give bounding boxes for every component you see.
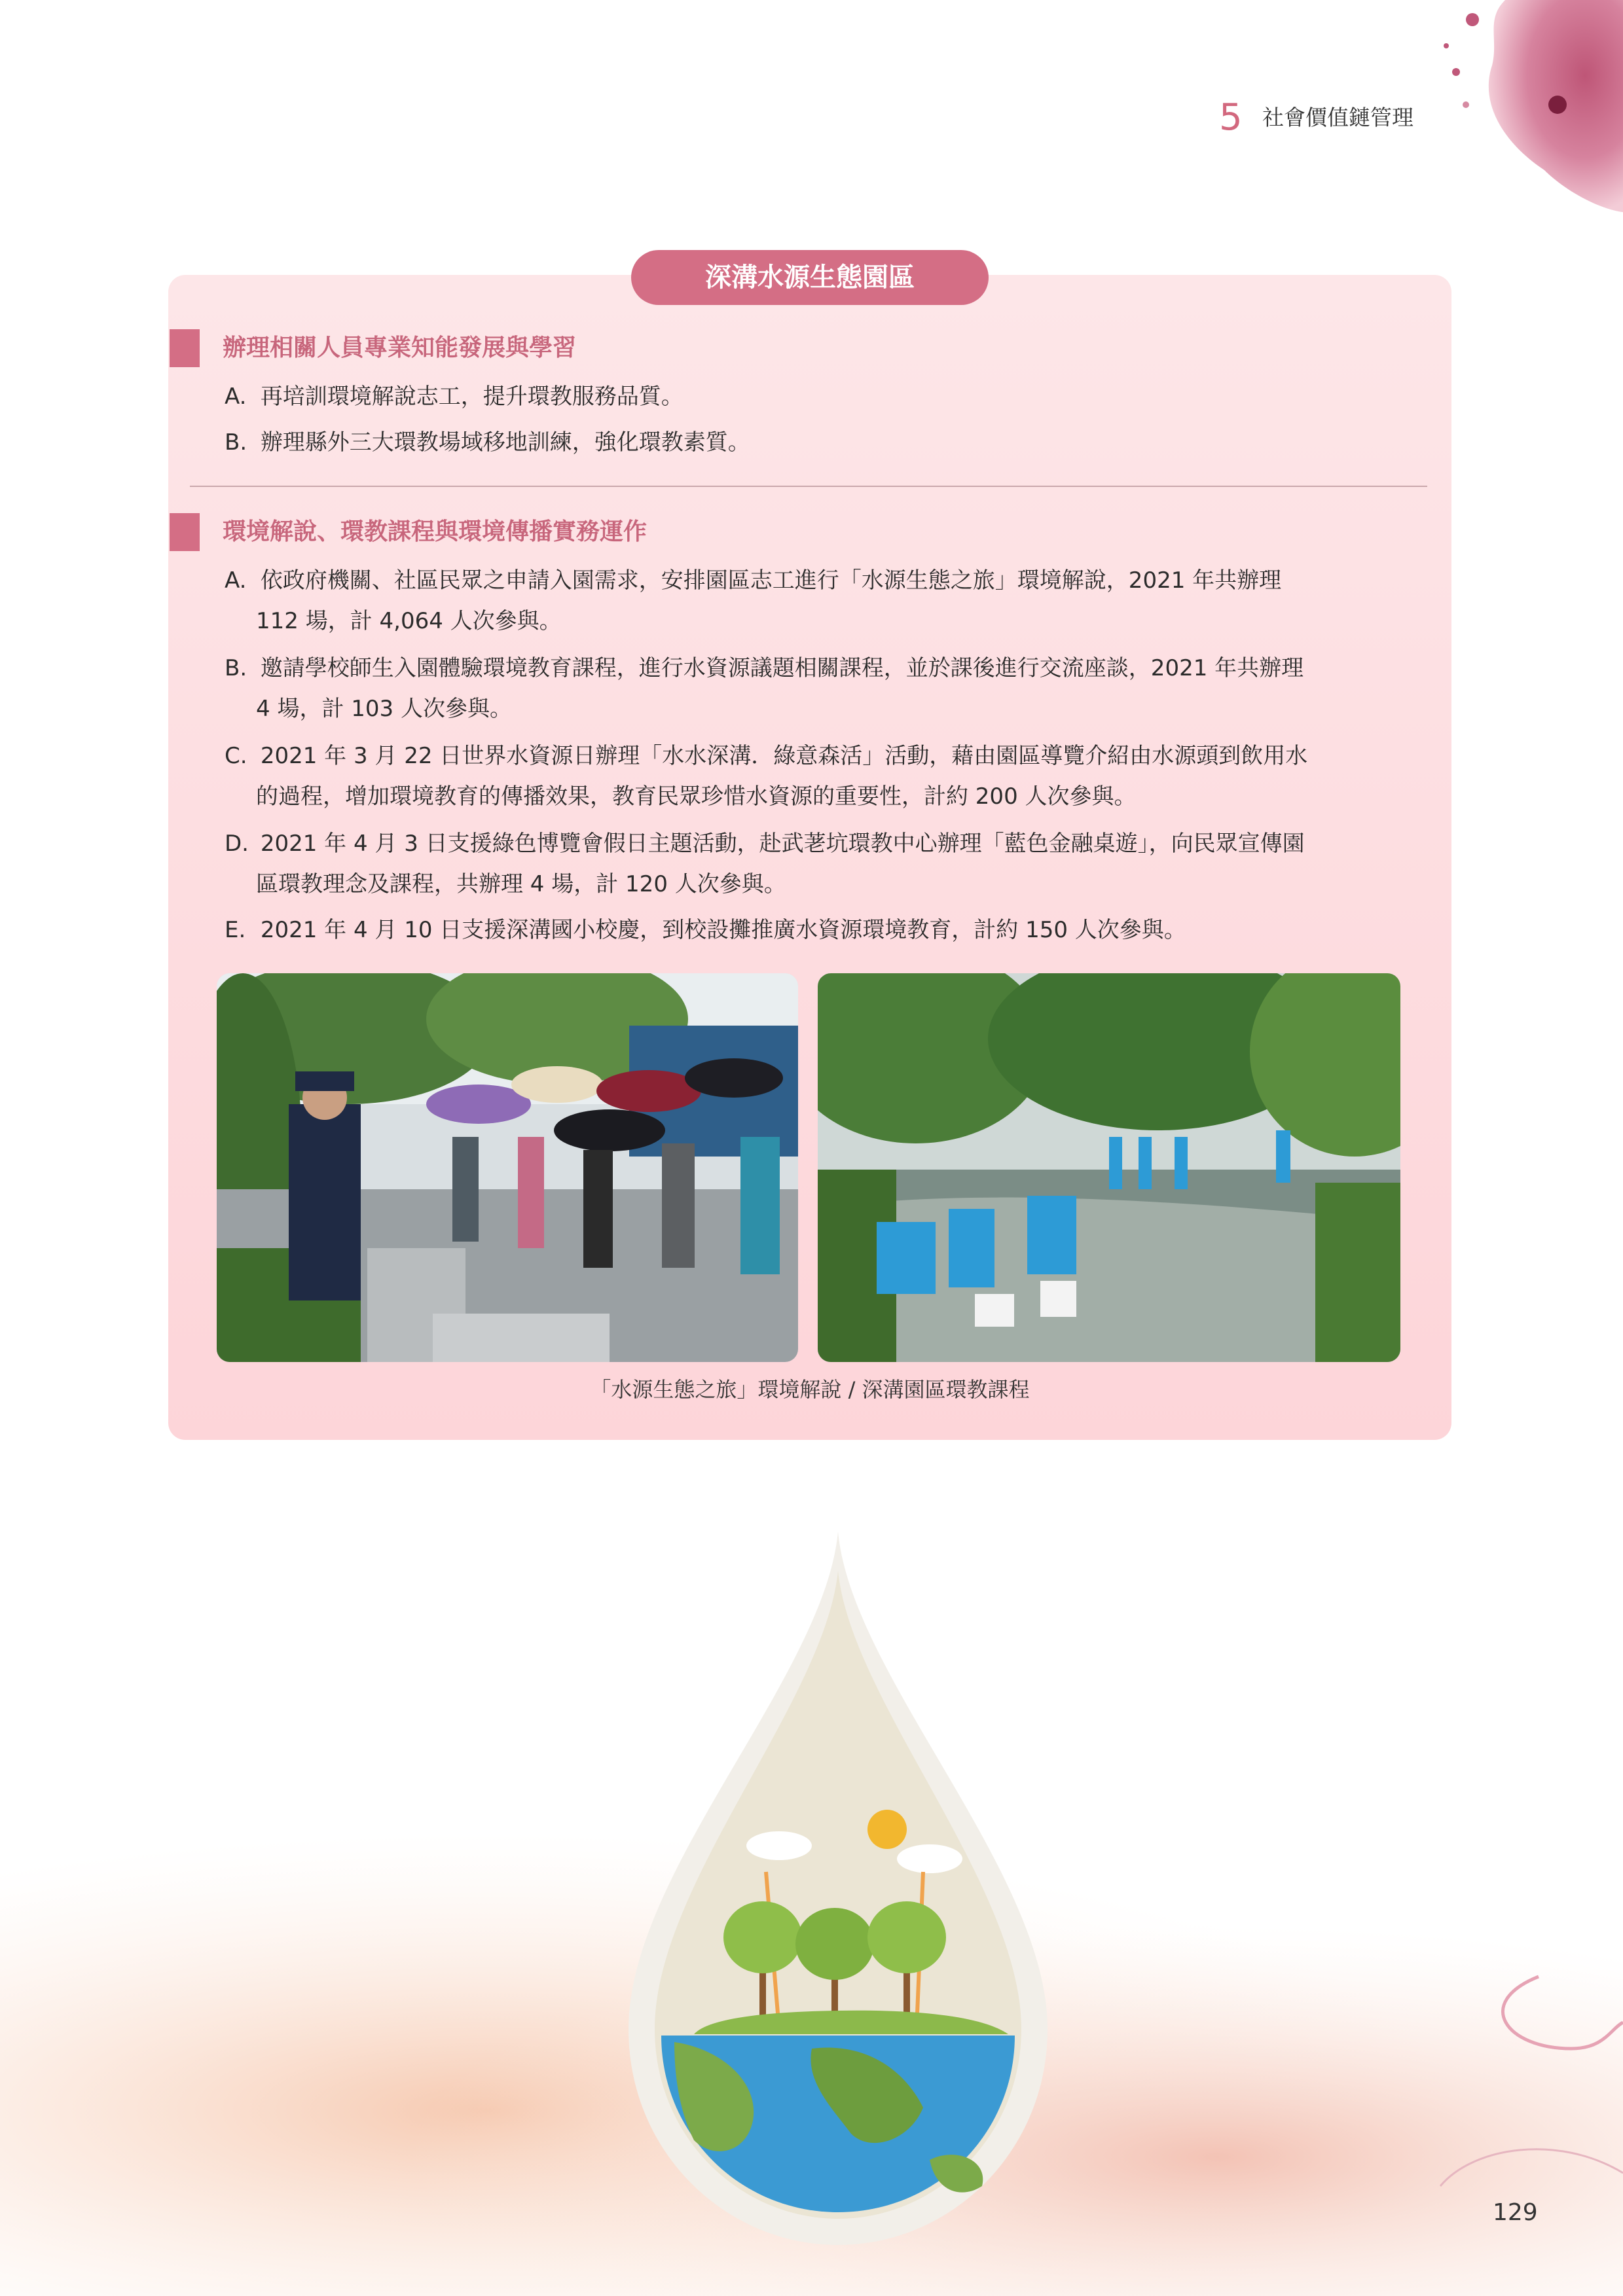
chapter-number: 5 bbox=[1219, 96, 1243, 139]
photo-environment-interpretation bbox=[217, 973, 798, 1362]
list-item bbox=[225, 560, 1281, 601]
item-text: 依政府機關、社區民眾之申請入園需求，安排園區志工進行「水源生態之旅」環境解說，2021 年共辦理 bbox=[260, 567, 1282, 594]
item-text: 辦理縣外三大環教場域移地訓練，強化環教素質。 bbox=[260, 429, 750, 456]
section-marker bbox=[170, 329, 200, 367]
item-label: E. bbox=[225, 917, 246, 943]
item-text-continued: 112 場，計 4,064 人次參與。 bbox=[256, 608, 562, 634]
list-item bbox=[225, 823, 1305, 865]
item-text: 2021 年 3 月 22 日世界水資源日辦理「水水深溝．綠意森活」活動，藉由園區導覽介紹由水源頭到飲用水 bbox=[260, 743, 1308, 769]
section-title: 辦理相關人員專業知能發展與學習 bbox=[223, 334, 577, 361]
item-text: 2021 年 4 月 3 日支援綠色博覽會假日主題活動，赴武荖坑環教中心辦理「藍色金融桌遊」，向民眾宣傳園 bbox=[260, 831, 1305, 857]
item-text-continued: 的過程，增加環境教育的傳播效果，教育民眾珍惜水資源的重要性，計約 200 人次參與。 bbox=[256, 783, 1137, 810]
page-number: 129 bbox=[1493, 2199, 1538, 2226]
photo-caption: 「水源生態之旅」環境解說 / 深溝園區環教課程 bbox=[590, 1377, 1030, 1402]
ink-splash-decoration bbox=[1427, 0, 1623, 236]
panel-title: 深溝水源生態園區 bbox=[631, 250, 989, 305]
item-text-continued: 區環教理念及課程，共辦理 4 場，計 120 人次參與。 bbox=[256, 871, 786, 897]
item-text-continued: 4 場，計 103 人次參與。 bbox=[256, 696, 512, 722]
list-item bbox=[225, 909, 1186, 951]
item-label: C. bbox=[225, 743, 247, 769]
item-label: A. bbox=[225, 384, 247, 410]
photo-eco-course bbox=[818, 973, 1400, 1362]
list-item bbox=[225, 376, 684, 418]
section-marker bbox=[170, 513, 200, 551]
item-label: A. bbox=[225, 567, 247, 594]
water-drop-earth-illustration bbox=[615, 1532, 1061, 2251]
item-label: B. bbox=[225, 655, 247, 681]
list-item bbox=[225, 735, 1307, 777]
section-title: 環境解說、環教課程與環境傳播實務運作 bbox=[223, 518, 647, 545]
item-text: 再培訓環境解說志工，提升環教服務品質。 bbox=[260, 384, 684, 410]
chapter-title: 社會價值鏈管理 bbox=[1262, 105, 1413, 130]
item-text: 邀請學校師生入園體驗環境教育課程，進行水資源議題相關課程，並於課後進行交流座談，2021 年共辦理 bbox=[260, 655, 1304, 681]
item-text: 2021 年 4 月 10 日支援深溝國小校慶，到校設攤推廣水資源環境教育，計約 150 人次參與。 bbox=[260, 917, 1186, 943]
item-label: B. bbox=[225, 429, 247, 456]
list-item bbox=[225, 647, 1304, 689]
list-item bbox=[225, 422, 750, 463]
section-divider bbox=[190, 486, 1427, 487]
item-label: D. bbox=[225, 831, 249, 857]
